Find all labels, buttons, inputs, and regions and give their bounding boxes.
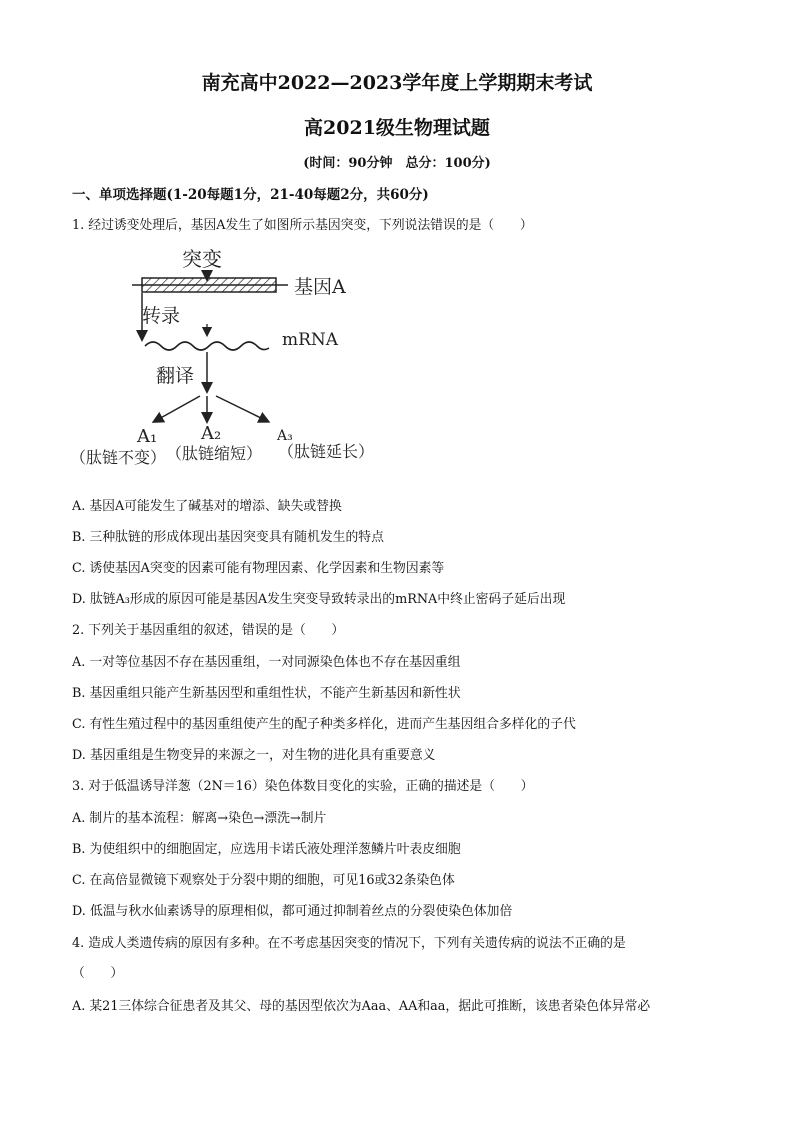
question-4-stem-cont: （ ） — [72, 966, 124, 981]
q1-option-c: C. 诱使基因A突变的因素可能有物理因素、化学因素和生物因素等 — [72, 561, 445, 576]
mutation-label: 突变 — [182, 247, 222, 271]
exam-title: 南充高中2022—2023学年度上学期期末考试 — [201, 72, 593, 94]
q1-option-d: D. 肽链A₃形成的原因可能是基因A发生突变导致转录出的mRNA中终止密码子延后出现 — [72, 592, 566, 607]
a3-label: A₃ — [277, 428, 293, 444]
transcription-label: 转录 — [142, 305, 181, 327]
q2-option-b: B. 基因重组只能产生新基因型和重组性状，不能产生新基因和新性状 — [72, 686, 461, 701]
a3-note: （肽链延长） — [278, 442, 375, 461]
branch-arrow-a1 — [157, 396, 200, 420]
gene-mutation-diagram — [70, 240, 390, 475]
question-1-stem: 1. 经过诱变处理后，基因A发生了如图所示基因突变，下列说法错误的是（ ） — [72, 218, 533, 233]
mrna-strand — [145, 342, 269, 350]
question-3-stem: 3. 对于低温诱导洋葱（2N＝16）染色体数目变化的实验，正确的描述是（ ） — [72, 779, 534, 794]
translation-label: 翻译 — [156, 365, 195, 387]
gene-a-bar — [142, 278, 276, 292]
section-heading: 一、单项选择题(1-20每题1分，21-40每题2分，共60分) — [72, 187, 429, 203]
a2-note: （肽链缩短） — [166, 444, 263, 463]
q2-option-d: D. 基因重组是生物变异的来源之一，对生物的进化具有重要意义 — [72, 748, 436, 763]
q4-option-a: A. 某21三体综合征患者及其父、母的基因型依次为Aaa、AA和aa，据此可推断，该患者染色体异常必 — [72, 999, 651, 1014]
a1-label: A₁ — [137, 426, 158, 447]
mrna-label: mRNA — [282, 330, 339, 350]
q3-option-a: A. 制片的基本流程：解离→染色→漂洗→制片 — [72, 811, 327, 826]
time-score-info: (时间：90分钟 总分：100分) — [303, 156, 491, 171]
branch-arrow-a3 — [216, 396, 265, 420]
q1-option-a: A. 基因A可能发生了碱基对的增添、缺失或替换 — [72, 499, 342, 514]
question-2-stem: 2. 下列关于基因重组的叙述，错误的是（ ） — [72, 623, 345, 638]
question-4-stem: 4. 造成人类遗传病的原因有多种。在不考虑基因突变的情况下，下列有关遗传病的说法不正确的是 — [72, 936, 626, 951]
q3-option-d: D. 低温与秋水仙素诱导的原理相似，都可通过抑制着丝点的分裂使染色体加倍 — [72, 904, 513, 919]
q3-option-c: C. 在高倍显微镜下观察处于分裂中期的细胞，可见16或32条染色体 — [72, 873, 455, 888]
a2-label: A₂ — [201, 423, 222, 444]
gene-a-label: 基因A — [294, 276, 346, 298]
q2-option-c: C. 有性生殖过程中的基因重组使产生的配子种类多样化，进而产生基因组合多样化的子代 — [72, 717, 576, 732]
q2-option-a: A. 一对等位基因不存在基因重组，一对同源染色体也不存在基因重组 — [72, 655, 461, 670]
a1-note: （肽链不变） — [70, 448, 167, 467]
q3-option-b: B. 为使组织中的细胞固定，应选用卡诺氏液处理洋葱鳞片叶表皮细胞 — [72, 842, 461, 857]
q1-option-b: B. 三种肽链的形成体现出基因突变具有随机发生的特点 — [72, 530, 384, 545]
exam-subtitle: 高2021级生物理试题 — [304, 117, 490, 139]
